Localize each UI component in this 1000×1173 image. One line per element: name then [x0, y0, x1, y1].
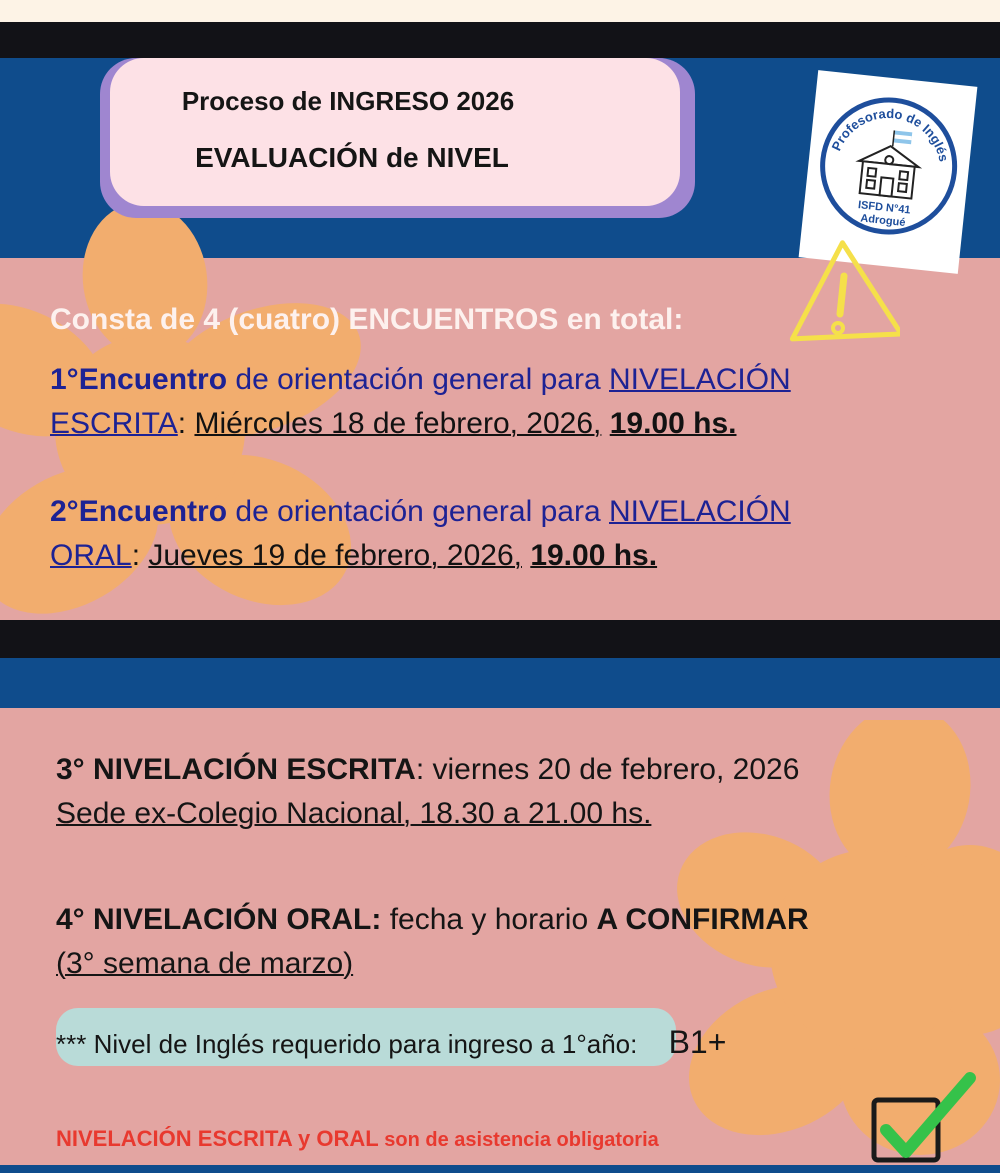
nivelacion-escrita-date: viernes 20 de febrero, 2026 — [432, 753, 800, 786]
nivelacion-escrita: 3° NIVELACIÓN ESCRITA: viernes 20 de febrero, 2026 Sede ex-Colegio Nacional, 18.30 a 21.00 hs. — [56, 753, 800, 830]
nivelacion-oral-date: fecha y horario — [389, 903, 589, 936]
encuentro-1: 1°Encuentro de orientación general para NIVELACIÓN ESCRITA: Miércoles 18 de febrero, 2026, 19.00 hs. — [50, 363, 791, 440]
top-margin — [0, 0, 1000, 22]
title-evaluation: EVALUACIÓN de NIVEL — [195, 142, 509, 173]
nivelacion-oral-close-paren: ) — [343, 947, 354, 980]
title-process: Proceso de INGRESO 2026 — [181, 86, 515, 116]
requirement-note — [56, 1024, 726, 1061]
nivelacion-oral-week: 3° semana de marzo — [66, 947, 344, 980]
encuentro-1-date: Miércoles 18 de febrero, 2026, — [194, 407, 602, 440]
encuentro-1-link-a: NIVELACIÓN — [609, 363, 791, 396]
nivelacion-escrita-title: 3° NIVELACIÓN ESCRITA — [56, 753, 416, 786]
requirement-level: B1+ — [668, 1024, 727, 1060]
requirement-prefix: *** — [56, 1029, 87, 1059]
encuentros-heading: Consta de 4 (cuatro) ENCUENTROS en total: — [50, 303, 684, 336]
warning-icon — [780, 238, 900, 358]
encuentro-2-date: Jueves 19 de febrero, 2026, — [148, 539, 522, 572]
logo-arc-text: Profesorado de Inglés — [828, 105, 952, 163]
logo-city-text: Adrogué — [859, 212, 906, 230]
logo-school-text: ISFD N°41 — [857, 199, 912, 217]
nivelacion-escrita-place: Sede ex-Colegio Nacional, 18.30 a 21.00 hs. — [56, 797, 652, 830]
encuentro-2-word: Encuentro — [78, 495, 228, 528]
encuentro-2-link-a: NIVELACIÓN — [609, 495, 791, 528]
encuentro-1-word: Encuentro — [78, 363, 228, 396]
footer-part1: NIVELACIÓN ESCRITA y ORAL — [56, 1126, 379, 1151]
nivelacion-oral-title: 4° NIVELACIÓN ORAL: — [56, 903, 382, 936]
checkbox-icon — [860, 1068, 980, 1168]
encuentro-2-link-b: ORAL — [50, 539, 132, 572]
nivelacion-oral-status: A CONFIRMAR — [596, 903, 809, 936]
nivelacion-oral — [56, 898, 976, 986]
requirement-text: Nivel de Inglés requerido para ingreso a 1°año: — [93, 1029, 638, 1059]
encuentro-1-link-b: ESCRITA — [50, 407, 178, 440]
encuentro-2-number: 2° — [50, 495, 79, 528]
encuentro-1-number: 1° — [50, 363, 79, 396]
encuentro-1-time: 19.00 hs. — [609, 407, 737, 440]
nivelacion-oral-open-paren: ( — [56, 947, 66, 980]
encuentro-2: 2°Encuentro de orientación general para NIVELACIÓN ORAL: Jueves 19 de febrero, 2026, 19.00 hs. — [50, 495, 791, 572]
encuentro-2-text: de orientación general para — [235, 495, 601, 528]
encuentro-1-text: de orientación general para — [235, 363, 601, 396]
check-icon — [886, 1078, 970, 1152]
footer-part2: son de asistencia obligatoria — [384, 1129, 659, 1151]
middle-blue-band — [0, 658, 1000, 708]
attendance-footer — [56, 1126, 659, 1152]
encuentro-2-time: 19.00 hs. — [530, 539, 658, 572]
title-box — [110, 58, 680, 206]
top-black-bar — [0, 22, 1000, 58]
